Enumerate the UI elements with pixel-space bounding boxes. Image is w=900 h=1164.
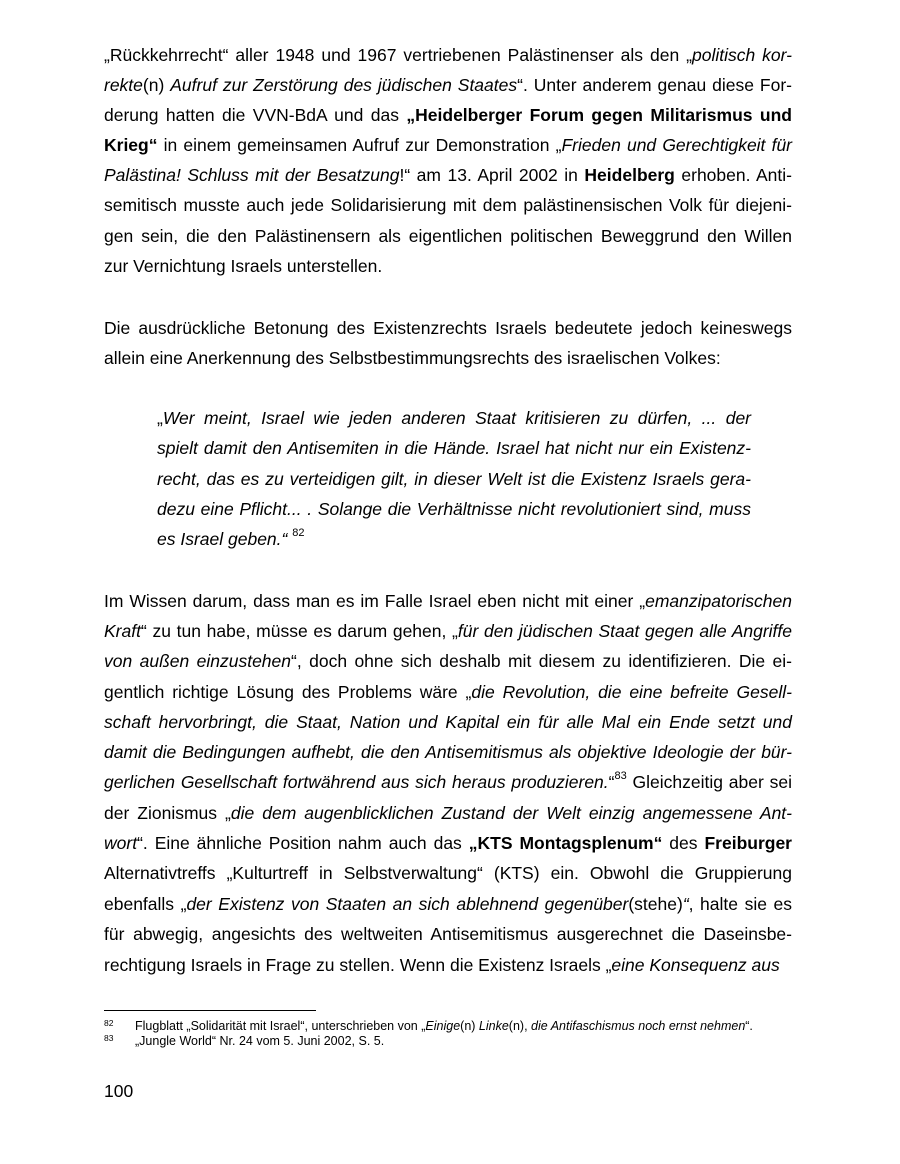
text-run: 82 <box>292 527 305 540</box>
text-run: schaft hervorbringt, die Staat, Nation und Kapital ein für alle Mal ein Ende setzt und <box>104 712 792 732</box>
text-line <box>104 251 792 281</box>
text-run: !“ am 13. April 2002 in <box>399 165 585 185</box>
text-run: von außen einzustehen <box>104 651 292 671</box>
text-line <box>104 130 792 160</box>
footnote-number: 82 <box>104 1018 114 1028</box>
text-run: Krieg“ <box>104 135 158 155</box>
text-line <box>104 616 792 646</box>
blockquote-line <box>157 494 751 524</box>
text-run: “, doch ohne sich deshalb mit diesem zu identifizieren. Die ei- <box>291 651 792 671</box>
footnote-text <box>135 1034 384 1049</box>
text-run: die Revolution, die eine befreite Gesell- <box>471 682 792 702</box>
text-line <box>104 737 792 767</box>
text-run: (stehe) <box>628 894 683 914</box>
text-run: Einige <box>425 1019 461 1033</box>
text-run: semitisch musste auch jede Solidarisierung mit dem palästinensischen Volk für diejeni- <box>104 195 792 215</box>
text-run: zur Vernichtung Israels unterstellen. <box>104 256 383 276</box>
text-run: , halte sie es <box>688 894 792 914</box>
text-run: es Israel geben.“ <box>157 529 293 549</box>
text-line <box>104 919 792 949</box>
text-run: Kraft <box>104 621 141 641</box>
text-run: (n) <box>460 1019 479 1033</box>
text-run: Die ausdrückliche Betonung des Existenzrechts Israels bedeutete jedoch keineswegs <box>104 318 792 338</box>
footnote-number: 83 <box>104 1033 114 1043</box>
text-line <box>104 828 792 858</box>
text-line <box>104 160 792 190</box>
text-run: (n), <box>508 1019 532 1033</box>
text-run: Frieden und Gerechtigkeit für <box>561 135 793 155</box>
text-line <box>104 40 792 70</box>
text-run: für abwegig, angesichts des weltweiten Antisemitismus ausgerechnet die Daseinsbe- <box>104 924 792 944</box>
text-run: emanzipatorischen <box>645 591 792 611</box>
text-line <box>104 798 792 828</box>
text-run: der Existenz von Staaten an sich ablehnend gegenüber <box>186 894 629 914</box>
text-run: für den jüdischen Staat gegen alle Angriffe <box>457 621 792 641</box>
text-line <box>104 586 792 616</box>
text-run: „Rückkehrrecht“ aller 1948 und 1967 vertriebenen Palästinenser als den „ <box>104 45 692 65</box>
text-line <box>104 190 792 220</box>
text-line <box>104 767 792 797</box>
text-run: allein eine Anerkennung des Selbstbestimmungsrechts des israelischen Volkes: <box>104 348 721 368</box>
text-run: „KTS Montagsplenum“ <box>468 833 663 853</box>
text-run: wort <box>104 833 138 853</box>
text-run: ebenfalls „ <box>104 894 187 914</box>
text-run: „ <box>157 408 163 428</box>
text-run: die Antifaschismus noch ernst nehmen <box>531 1019 746 1033</box>
text-run: die dem augenblicklichen Zustand der Welt einzig angemessene Ant- <box>230 803 792 823</box>
text-line <box>104 858 792 888</box>
blockquote-line <box>157 524 751 554</box>
text-line <box>104 677 792 707</box>
text-line <box>104 950 792 980</box>
text-run: Freiburger <box>704 833 792 853</box>
footnote-text <box>135 1019 753 1034</box>
text-run: Heidelberg <box>584 165 675 185</box>
text-run: damit die Bedingungen aufhebt, die den Antisemitismus als objektive Ideologie der bür- <box>104 742 792 762</box>
text-run: rechtigung Israels in Frage zu stellen. Wenn die Existenz Israels „ <box>104 955 612 975</box>
text-line <box>104 646 792 676</box>
text-run: “. Eine ähnliche Position nahm auch das <box>137 833 469 853</box>
text-run: Flugblatt „Solidarität mit Israel“, unterschrieben von „ <box>135 1019 426 1033</box>
text-run: Im Wissen darum, dass man es im Falle Israel eben nicht mit einer „ <box>104 591 646 611</box>
text-run: (n) <box>142 75 171 95</box>
text-run: recht, das es zu verteidigen gilt, in dieser Welt ist die Existenz Israels gera- <box>157 469 751 489</box>
page-number: 100 <box>104 1081 134 1101</box>
text-line <box>104 889 792 919</box>
text-line <box>104 70 792 100</box>
text-run: “ <box>682 894 689 914</box>
text-run: “. <box>745 1019 753 1033</box>
blockquote-line <box>157 403 751 433</box>
text-run: “ <box>608 772 615 792</box>
text-run: Wer meint, Israel wie jeden anderen Staat kritisieren zu dürfen, ... der <box>162 408 751 428</box>
blockquote-line <box>157 464 751 494</box>
text-run: rekte <box>104 75 143 95</box>
footnote-separator <box>104 1010 316 1011</box>
text-run: gentlich richtige Lösung des Problems wäre „ <box>104 682 472 702</box>
text-run: derung hatten die VVN-BdA und das <box>104 105 407 125</box>
text-run: erhoben. Anti- <box>674 165 792 185</box>
text-line <box>104 343 792 373</box>
text-line <box>104 313 792 343</box>
text-run: “ zu tun habe, müsse es darum gehen, „ <box>140 621 458 641</box>
text-run: Linke <box>478 1019 509 1033</box>
text-run: „Jungle World“ Nr. 24 vom 5. Juni 2002, S. 5. <box>135 1034 385 1048</box>
text-run: Alternativtreffs „Kulturtreff in Selbstverwaltung“ (KTS) ein. Obwohl die Gruppierung <box>104 863 792 883</box>
text-run: gen sein, die den Palästinensern als eigentlichen politischen Beweggrund den Willen <box>104 226 792 246</box>
text-run: gerlichen Gesellschaft fortwährend aus sich heraus produzieren. <box>104 772 609 792</box>
blockquote-line <box>157 433 751 463</box>
text-run: eine Konsequenz aus <box>611 955 780 975</box>
text-run: des <box>662 833 705 853</box>
text-run: politisch kor- <box>691 45 792 65</box>
text-line <box>104 221 792 251</box>
text-run: der Zionismus „ <box>104 803 231 823</box>
text-run: 83 <box>614 770 627 783</box>
text-run: spielt damit den Antisemiten in die Hände. Israel hat nicht nur ein Existenz- <box>157 438 751 458</box>
text-line <box>104 707 792 737</box>
text-run: dezu eine Pflicht... . Solange die Verhältnisse nicht revolutioniert sind, muss <box>157 499 751 519</box>
text-line <box>104 100 792 130</box>
text-run: Palästina! Schluss mit der Besatzung <box>104 165 400 185</box>
text-run: Aufruf zur Zerstörung des jüdischen Staates <box>170 75 518 95</box>
text-run: “. Unter anderem genau diese For- <box>517 75 792 95</box>
text-run: „Heidelberger Forum gegen Militarismus und <box>406 105 792 125</box>
text-run: Gleichzeitig aber sei <box>626 772 792 792</box>
text-run: in einem gemeinsamen Aufruf zur Demonstration „ <box>157 135 562 155</box>
